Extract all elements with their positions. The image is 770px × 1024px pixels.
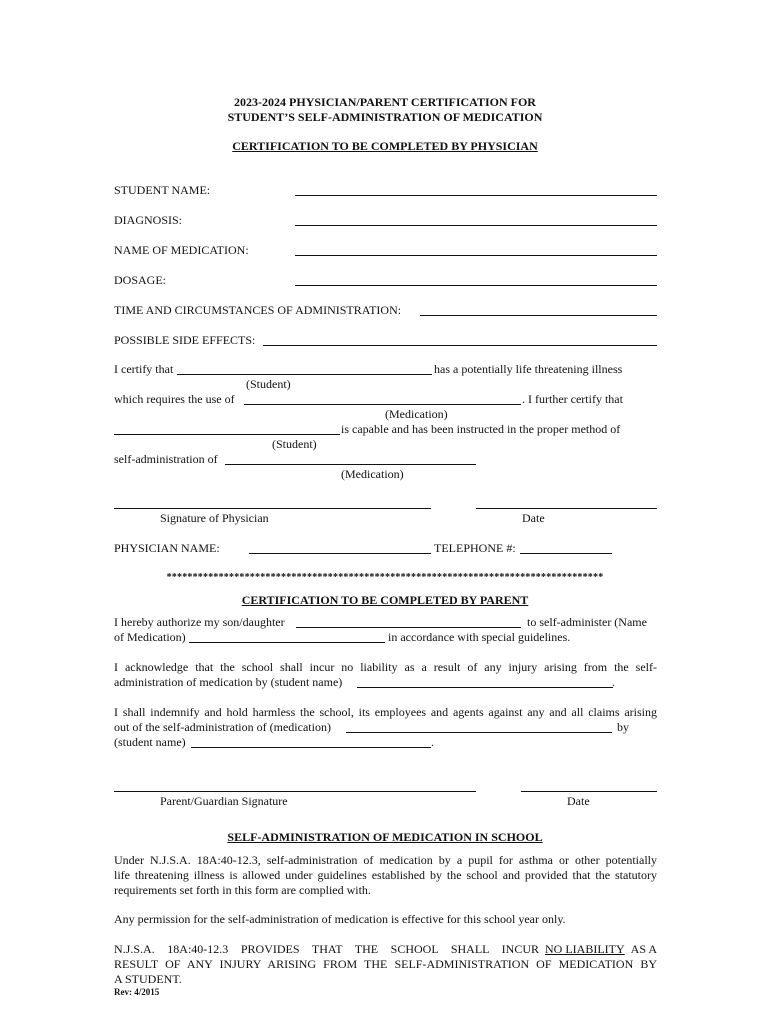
- school-p3-line2: RESULT OF ANY INJURY ARISING FROM THE SELF-ADMINISTRATION OF MEDICATION BY: [114, 957, 657, 971]
- diagnosis-line[interactable]: [295, 225, 657, 226]
- cert-medication-hint: (Medication): [385, 407, 448, 421]
- parent-p1-text-d: in accordance with special guidelines.: [388, 630, 571, 644]
- parent-p3-by: by: [617, 720, 629, 734]
- cert-illness-text: has a potentially life threatening illness: [434, 362, 623, 376]
- school-section-heading: SELF-ADMINISTRATION OF MEDICATION IN SCHOOL: [227, 830, 543, 844]
- school-p2: Any permission for the self-administration of medication is effective for this school year only.: [114, 912, 566, 926]
- parent-son-daughter-line[interactable]: [296, 627, 521, 628]
- form-title-line1: 2023-2024 PHYSICIAN/PARENT CERTIFICATION FOR: [234, 95, 536, 109]
- cert-which-requires-text: which requires the use of: [114, 392, 235, 406]
- school-p3-line1-a: N.J.S.A. 18A:40-12.3 PROVIDES THAT THE SCHOOL SHALL INCUR: [114, 942, 539, 956]
- parent-indemnify-student-line[interactable]: [191, 747, 431, 748]
- physician-date-label: Date: [522, 511, 545, 525]
- dosage-label: DOSAGE:: [114, 273, 167, 287]
- school-p3-line1: [114, 942, 657, 956]
- cert-student-line-2[interactable]: [114, 434, 340, 435]
- time-circumstances-line[interactable]: [420, 315, 657, 316]
- school-p3-line1-c: AS A: [630, 942, 657, 956]
- cert-medication-hint-2: (Medication): [341, 467, 404, 481]
- dosage-line[interactable]: [295, 285, 657, 286]
- no-liability-text: NO LIABILITY: [545, 942, 625, 956]
- cert-student-line[interactable]: [177, 374, 432, 375]
- parent-date-label: Date: [567, 794, 590, 808]
- cert-further-certify-text: . I further certify that: [522, 392, 623, 406]
- student-name-label: STUDENT NAME:: [114, 183, 211, 197]
- parent-indemnify-medication-line[interactable]: [346, 732, 612, 733]
- student-name-line[interactable]: [295, 195, 657, 196]
- physician-name-line[interactable]: [249, 553, 431, 554]
- physician-section-heading: CERTIFICATION TO BE COMPLETED BY PHYSICIAN: [232, 139, 538, 153]
- parent-date-line[interactable]: [521, 791, 657, 792]
- cert-student-hint: (Student): [246, 377, 291, 391]
- form-title-line2: STUDENT’S SELF-ADMINISTRATION OF MEDICATION: [227, 110, 543, 124]
- physician-date-line[interactable]: [476, 508, 657, 509]
- medication-name-label: NAME OF MEDICATION:: [114, 243, 249, 257]
- cert-student-hint-2: (Student): [272, 437, 317, 451]
- parent-p2-line1: I acknowledge that the school shall incur no liability as a result of any injury arising from the self-: [114, 660, 657, 674]
- parent-p1-text-a: I hereby authorize my son/daughter: [114, 615, 285, 629]
- side-effects-label: POSSIBLE SIDE EFFECTS:: [114, 333, 256, 347]
- cert-medication-line[interactable]: [244, 404, 521, 405]
- telephone-line[interactable]: [520, 553, 612, 554]
- parent-p3-period: .: [431, 735, 434, 749]
- parent-p1-text-c: of Medication): [114, 630, 186, 644]
- section-separator: ************************************************************************************: [166, 572, 604, 583]
- time-circumstances-label: TIME AND CIRCUMSTANCES OF ADMINISTRATION:: [114, 303, 402, 317]
- cert-i-certify-text: I certify that: [114, 362, 174, 376]
- parent-section-heading: CERTIFICATION TO BE COMPLETED BY PARENT: [241, 593, 529, 607]
- cert-is-capable-text: is capable and has been instructed in the proper method of: [341, 422, 621, 436]
- parent-medication-line[interactable]: [189, 642, 385, 643]
- school-p1-line3: requirements set forth in this form are complied with.: [114, 883, 371, 897]
- parent-p1-text-b: to self-administer (Name: [527, 615, 647, 629]
- medication-name-line[interactable]: [295, 255, 657, 256]
- parent-student-name-line[interactable]: [357, 687, 613, 688]
- school-p1-line2: life threatening illness is allowed under guidelines established by the school and provided that the statutory: [114, 868, 657, 882]
- parent-p3-line1: I shall indemnify and hold harmless the school, its employees and agents against any and all claims arising: [114, 705, 657, 719]
- school-p3-line3: A STUDENT.: [114, 972, 182, 986]
- parent-signature-line[interactable]: [114, 791, 476, 792]
- revision-date: Rev: 4/2015: [114, 987, 160, 997]
- parent-signature-label: Parent/Guardian Signature: [160, 794, 288, 808]
- cert-self-admin-text: self-administration of: [114, 452, 218, 466]
- parent-p3-line2: out of the self-administration of (medication): [114, 720, 331, 734]
- physician-signature-label: Signature of Physician: [160, 511, 269, 525]
- parent-p2-period: .: [612, 675, 615, 689]
- side-effects-line[interactable]: [263, 345, 657, 346]
- physician-name-label: PHYSICIAN NAME:: [114, 541, 220, 555]
- school-p1-line1: Under N.J.S.A. 18A:40-12.3, self-administration of medication by a pupil for asthma or other potentially: [114, 853, 657, 867]
- cert-medication-line-2[interactable]: [225, 464, 476, 465]
- parent-p2-line2: administration of medication by (student name): [114, 675, 343, 689]
- telephone-label: TELEPHONE #:: [434, 541, 516, 555]
- diagnosis-label: DIAGNOSIS:: [114, 213, 183, 227]
- parent-p3-line3: (student name): [114, 735, 186, 749]
- physician-signature-line[interactable]: [114, 508, 431, 509]
